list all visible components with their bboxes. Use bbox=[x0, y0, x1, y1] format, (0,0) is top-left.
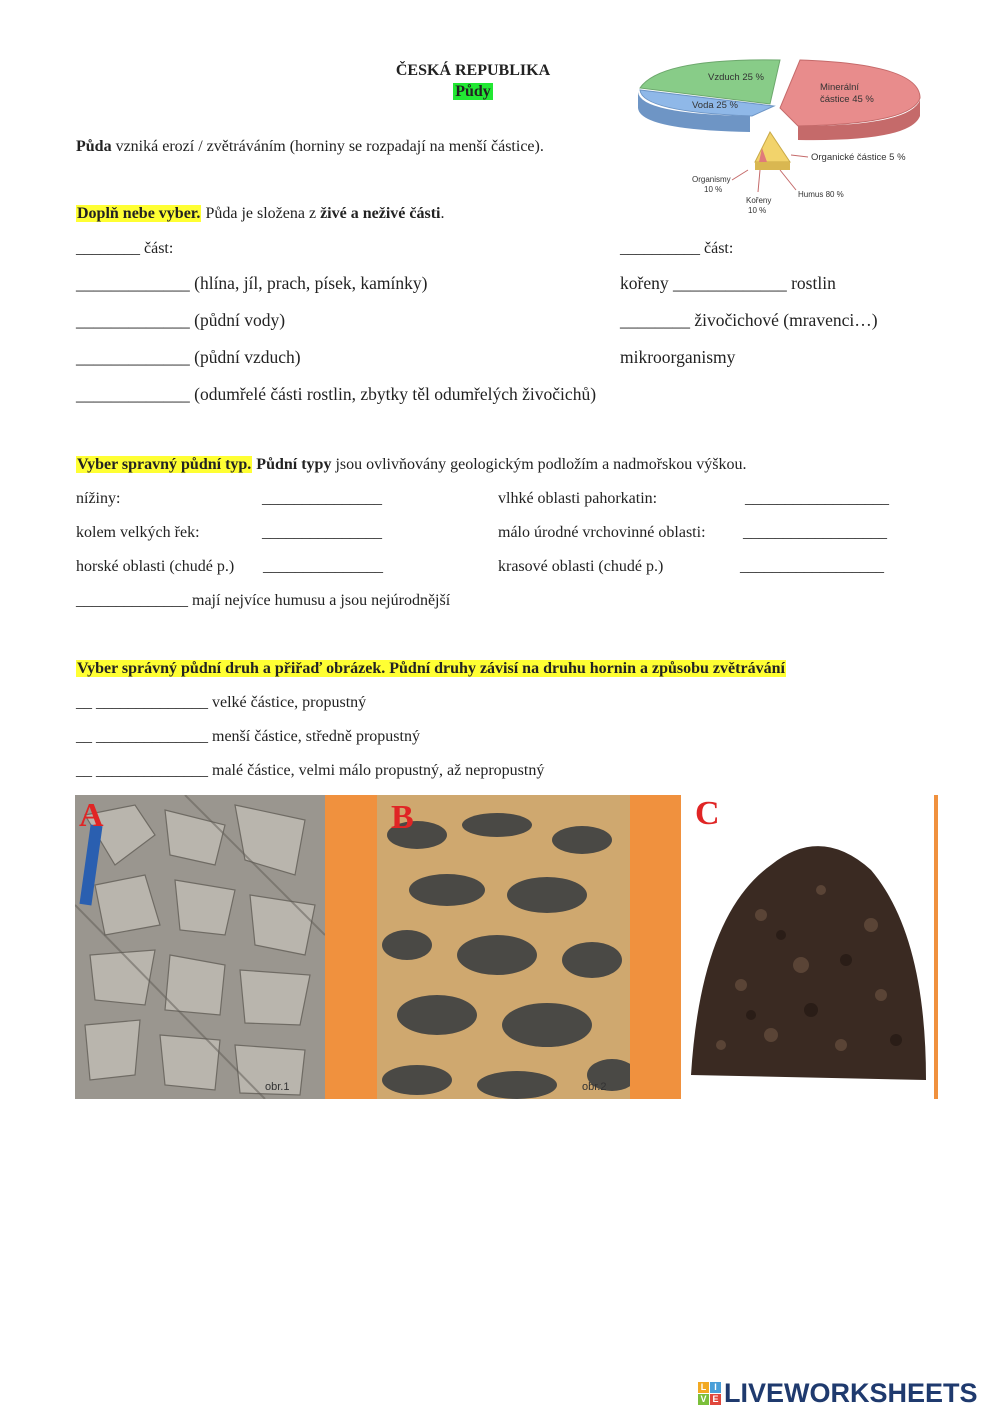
image-letter-blank[interactable]: __ bbox=[76, 728, 92, 745]
nonliving-part-blank[interactable]: ________ bbox=[76, 240, 140, 257]
air-label: Vzduch 25 % bbox=[708, 72, 764, 83]
left-row-2 bbox=[76, 310, 285, 331]
mineral-label-line2: částice 45 % bbox=[820, 94, 874, 105]
roots-label-line2: 10 % bbox=[748, 206, 767, 215]
photo-a-caption: obr.1 bbox=[265, 1081, 290, 1093]
left-row-4 bbox=[76, 384, 596, 405]
logo-letter: E bbox=[710, 1394, 721, 1405]
intro-text: vzniká erozí / zvětráváním (horniny se rozpadají na menší částice). bbox=[111, 138, 544, 155]
soil-kind-row-1 bbox=[76, 694, 366, 712]
photo-a-letter: A bbox=[79, 797, 104, 834]
soil-type-label: nížiny: bbox=[76, 490, 121, 507]
clay-image bbox=[75, 795, 325, 1099]
fill-blank[interactable]: _____________ bbox=[76, 384, 190, 404]
logo-letter: L bbox=[698, 1382, 709, 1393]
logo-letter: I bbox=[710, 1382, 721, 1393]
organisms-label-line2: 10 % bbox=[704, 185, 723, 194]
row-text: (půdní vzduch) bbox=[189, 347, 301, 367]
image-letter-blank[interactable]: __ bbox=[76, 762, 92, 779]
soil-kind-blank[interactable]: ______________ bbox=[96, 728, 208, 745]
roots-leader-line bbox=[758, 170, 760, 192]
organic-slice-side bbox=[755, 162, 790, 170]
humus-label: Humus 80 % bbox=[798, 190, 844, 199]
photo-b-caption: obr.2 bbox=[582, 1081, 607, 1093]
soil-kind-row-3 bbox=[76, 762, 544, 780]
soil-type-label: horské oblasti (chudé p.) bbox=[76, 558, 235, 575]
intro-line bbox=[76, 138, 544, 156]
soil-photo-c bbox=[681, 795, 934, 1099]
organisms-leader-line bbox=[732, 170, 748, 180]
soil-type-blank[interactable]: __________________ bbox=[743, 524, 887, 541]
section3-heading bbox=[76, 660, 786, 678]
fertile-soil-text: mají nejvíce humusu a jsou nejúrodnější bbox=[188, 592, 451, 609]
row-text: (půdní vody) bbox=[189, 310, 286, 330]
humus-soil-image bbox=[681, 795, 934, 1099]
organisms-label-line1: Organismy bbox=[692, 175, 731, 184]
soil-photo-b bbox=[377, 795, 630, 1099]
living-part-label: část: bbox=[700, 240, 734, 257]
right-row-1 bbox=[620, 273, 836, 294]
logo-grid-icon bbox=[698, 1382, 721, 1405]
section1-text: Půda je složena z bbox=[201, 205, 321, 222]
section3-heading-highlight: Vyber správný půdní druh a přiřaď obrázek. Půdní druhy závisí na druhu hornin a způsobu zvětrávání bbox=[77, 660, 785, 677]
soil-kind-blank[interactable]: ______________ bbox=[96, 762, 208, 779]
left-row-3 bbox=[76, 347, 301, 368]
living-part-header bbox=[620, 240, 733, 258]
section1-heading bbox=[76, 205, 444, 223]
logo-letter: V bbox=[698, 1394, 709, 1405]
fill-blank[interactable]: _____________ bbox=[76, 273, 190, 293]
fill-blank[interactable]: _____________ bbox=[76, 310, 190, 330]
subtitle-highlight: Půdy bbox=[455, 83, 491, 100]
section1-heading-highlight: Doplň nebe vyber. bbox=[77, 205, 201, 222]
soil-photo-a bbox=[75, 795, 325, 1099]
humus-leader-line bbox=[780, 170, 796, 190]
fertile-soil-blank[interactable]: ______________ bbox=[76, 592, 188, 609]
living-part-blank[interactable]: __________ bbox=[620, 240, 700, 257]
soil-type-blank[interactable]: __________________ bbox=[740, 558, 884, 575]
mineral-label-line1: Minerální bbox=[820, 82, 860, 93]
soil-type-label: krasové oblasti (chudé p.) bbox=[498, 558, 664, 575]
brand-name: LIVEWORKSHEETS bbox=[724, 1378, 978, 1408]
soil-kind-text: malé částice, velmi málo propustný, až nepropustný bbox=[208, 762, 545, 779]
water-label: Voda 25 % bbox=[692, 100, 738, 111]
section2-text: jsou ovlivňovány geologickým podložím a nadmořskou výškou. bbox=[331, 456, 747, 473]
page-subtitle bbox=[300, 83, 646, 101]
row-pre: kořeny bbox=[620, 273, 673, 293]
nonliving-part-label: část: bbox=[140, 240, 174, 257]
soil-type-blank[interactable]: _______________ bbox=[262, 490, 382, 507]
soil-type-blank[interactable]: __________________ bbox=[745, 490, 889, 507]
nonliving-part-header bbox=[76, 240, 173, 258]
photo-b-letter: B bbox=[391, 799, 414, 836]
fill-blank[interactable]: ________ bbox=[620, 310, 690, 330]
right-row-3 bbox=[620, 347, 735, 368]
row-text: (odumřelé části rostlin, zbytky těl odumřelých živočichů) bbox=[189, 384, 597, 404]
soil-kind-text: menší částice, středně propustný bbox=[208, 728, 420, 745]
row-pre: mikroorganismy bbox=[620, 347, 736, 367]
row-text: (hlína, jíl, prach, písek, kamínky) bbox=[189, 273, 428, 293]
row-post: rostlin bbox=[786, 273, 836, 293]
roots-label-line1: Kořeny bbox=[746, 196, 772, 205]
organic-leader-line bbox=[791, 155, 808, 157]
section1-bold-text: živé a neživé části bbox=[320, 205, 441, 222]
soil-kind-text: velké částice, propustný bbox=[208, 694, 367, 711]
page-title: ČESKÁ REPUBLIKA bbox=[395, 62, 551, 79]
fill-blank[interactable]: _____________ bbox=[672, 273, 787, 293]
liveworksheets-logo[interactable] bbox=[698, 1378, 978, 1409]
soil-type-label: málo úrodné vrchovinné oblasti: bbox=[498, 524, 706, 541]
row-post: živočichové (mravenci…) bbox=[690, 310, 878, 330]
section2-heading bbox=[76, 456, 747, 474]
intro-bold: Půda bbox=[76, 138, 112, 155]
section1-end: . bbox=[440, 205, 445, 222]
right-row-2 bbox=[620, 310, 878, 331]
soil-type-blank[interactable]: _______________ bbox=[263, 558, 383, 575]
soil-type-label: kolem velkých řek: bbox=[76, 524, 200, 541]
image-letter-blank[interactable]: __ bbox=[76, 694, 92, 711]
soil-kind-row-2 bbox=[76, 728, 420, 746]
fill-blank[interactable]: _____________ bbox=[76, 347, 190, 367]
photo-c-letter: C bbox=[695, 795, 720, 832]
soil-type-blank[interactable]: _______________ bbox=[262, 524, 382, 541]
section2-heading-highlight: Vyber spravný půdní typ. bbox=[77, 456, 252, 473]
soil-kind-blank[interactable]: ______________ bbox=[96, 694, 208, 711]
section2-bold: Půdní typy bbox=[252, 456, 332, 473]
sand-image bbox=[377, 795, 630, 1099]
soil-composition-chart bbox=[630, 50, 930, 220]
left-row-1 bbox=[76, 273, 427, 294]
organic-label: Organické částice 5 % bbox=[811, 152, 906, 163]
fertile-soil-row bbox=[76, 592, 450, 610]
soil-type-label: vlhké oblasti pahorkatin: bbox=[498, 490, 658, 507]
